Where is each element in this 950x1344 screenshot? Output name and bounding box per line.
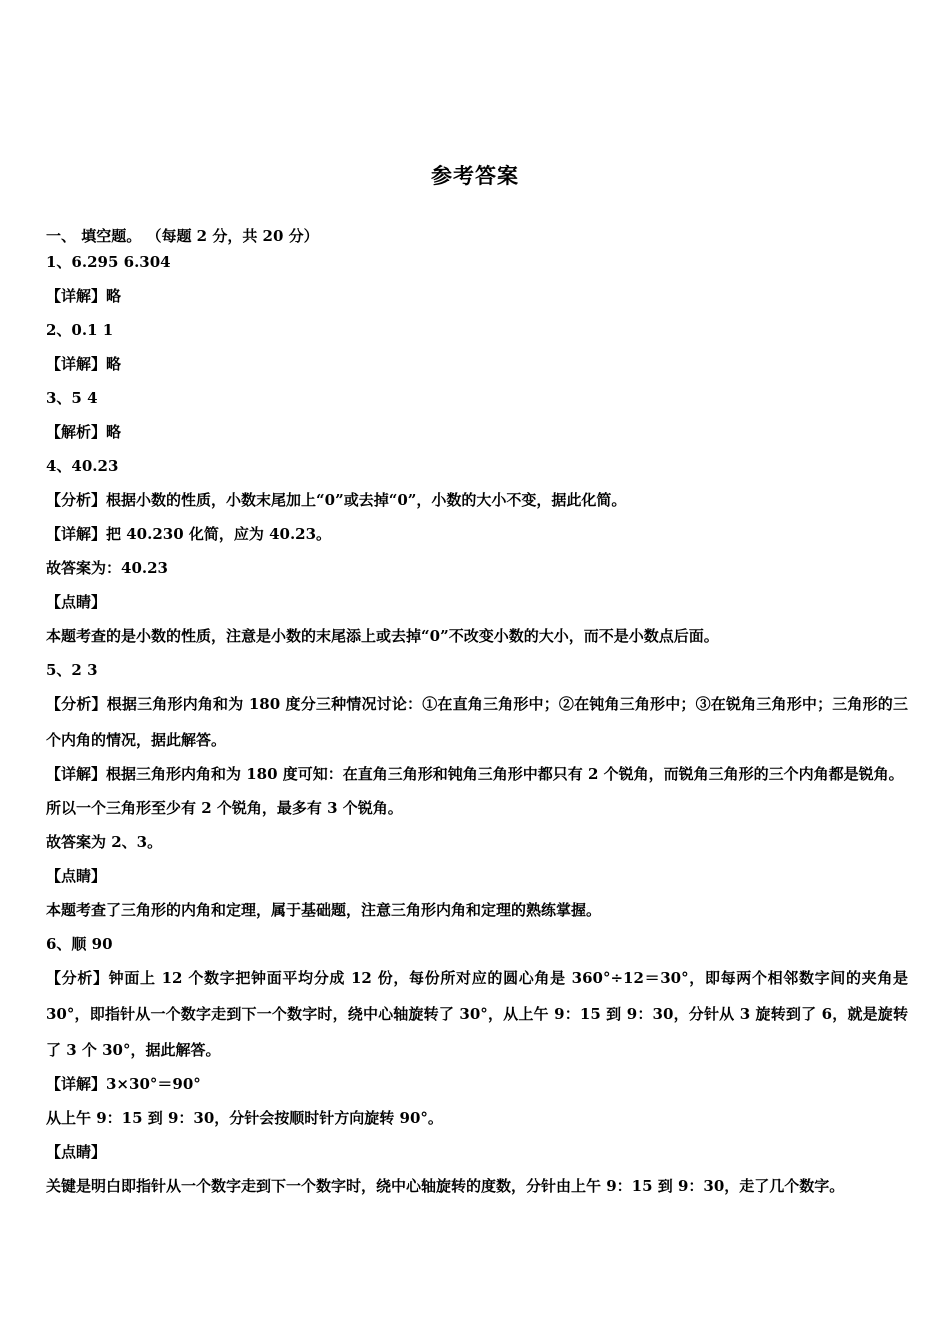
answer-line: 5、2 3 bbox=[46, 661, 98, 679]
q5-detail-paragraph: 【详解】根据三角形内角和为 180 度可知：在直角三角形和钝角三角形中都只有 2 个锐角，而锐角三角形的三个内角都是锐角。 bbox=[46, 765, 904, 783]
answer-line: 【点睛】 bbox=[46, 867, 107, 885]
answer-line: 所以一个三角形至少有 2 个锐角，最多有 3 个锐角。 bbox=[46, 799, 403, 817]
answer-line: 2、0.1 1 bbox=[46, 321, 114, 339]
answer-line: 关键是明白即指针从一个数字走到下一个数字时，绕中心轴旋转的度数，分针由上午 9：15 到 9：30，走了几个数字。 bbox=[46, 1177, 845, 1195]
answer-line: 从上午 9：15 到 9：30，分针会按顺时针方向旋转 90°。 bbox=[46, 1109, 443, 1127]
answer-line: 4、40.23 bbox=[46, 457, 119, 475]
answer-line: 3、5 4 bbox=[46, 389, 98, 407]
answer-line: 【详解】把 40.230 化简，应为 40.23。 bbox=[46, 525, 332, 543]
section-heading: 一、 填空题。 （每题 2 分，共 20 分） bbox=[46, 227, 319, 245]
answer-line: 【点睛】 bbox=[46, 1143, 107, 1161]
answer-line: 【点睛】 bbox=[46, 593, 107, 611]
q5-analysis-paragraph: 【分析】根据三角形内角和为 180 度分三种情况讨论：①在直角三角形中；②在钝角三角形中；③在锐角三角形中；三角形的三个内角的情况，据此解答。 bbox=[46, 695, 908, 749]
answer-line: 故答案为 2、3。 bbox=[46, 833, 163, 851]
answer-line: 本题考查了三角形的内角和定理，属于基础题，注意三角形内角和定理的熟练掌握。 bbox=[46, 901, 602, 919]
answer-line: 【详解】3×30°＝90° bbox=[46, 1075, 201, 1093]
answer-line: 6、顺 90 bbox=[46, 935, 113, 953]
answer-line: 【解析】略 bbox=[46, 423, 122, 441]
answer-line: 故答案为：40.23 bbox=[46, 559, 168, 577]
answer-line: 【详解】略 bbox=[46, 355, 122, 373]
answer-line: 【详解】略 bbox=[46, 287, 122, 305]
answer-line: 【分析】根据小数的性质，小数末尾加上“0”或去掉“0”，小数的大小不变，据此化简。 bbox=[46, 491, 627, 509]
page-title: 参考答案 bbox=[431, 163, 519, 188]
answer-content bbox=[46, 226, 908, 1210]
answer-line: 1、6.295 6.304 bbox=[46, 253, 171, 271]
answer-line: 本题考查的是小数的性质，注意是小数的末尾添上或去掉“0”不改变小数的大小，而不是小数点后面。 bbox=[46, 627, 719, 645]
q6-analysis-paragraph: 【分析】钟面上 12 个数字把钟面平均分成 12 份，每份所对应的圆心角是 360°÷12＝30°，即每两个相邻数字间的夹角是30°，即指针从一个数字走到下一个数字时，绕中心轴旋转了 30°，从上午 9：15 到 9：30，分针从 3 旋转到了 6，就是旋转了 3 个 30°，据此解答。 bbox=[46, 969, 908, 1059]
